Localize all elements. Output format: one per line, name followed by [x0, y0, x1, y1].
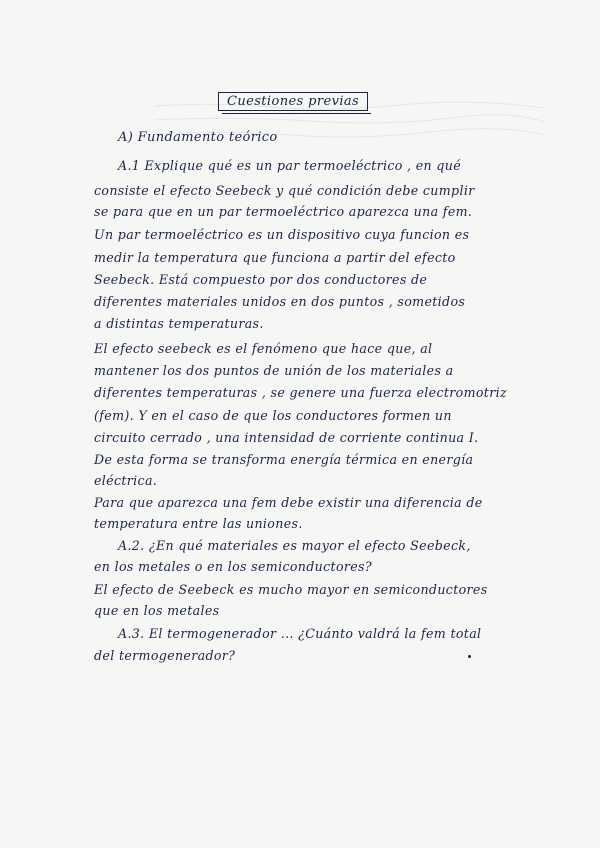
ink-dot — [468, 655, 471, 658]
answer-line: medir la temperatura que funciona a partir del efecto — [94, 250, 456, 265]
answer-line: (fem). Y en el caso de que los conductores formen un — [94, 408, 452, 423]
answer-line: diferentes materiales unidos en dos puntos , sometidos — [94, 294, 466, 309]
question-a3-line: del termogenerador? — [94, 648, 236, 663]
answer-line: El efecto seebeck es el fenómeno que hace que, al — [94, 341, 433, 356]
answer-line: De esta forma se transforma energía térmica en energía — [94, 452, 474, 467]
question-a2-line: en los metales o en los semiconductores? — [94, 559, 372, 574]
answer-line: temperatura entre las uniones. — [94, 516, 303, 531]
answer-line: Un par termoeléctrico es un dispositivo cuya funcion es — [94, 227, 470, 242]
question-a1-line: A.1 Explique qué es un par termoeléctrico , en qué — [118, 158, 462, 173]
question-a2-line: A.2. ¿En qué materiales es mayor el efecto Seebeck, — [118, 538, 471, 553]
answer-line: Para que aparezca una fem debe existir una diferencia de — [94, 495, 483, 510]
answer-line: que en los metales — [94, 603, 220, 618]
answer-line: El efecto de Seebeck es mucho mayor en semiconductores — [94, 582, 488, 597]
section-heading: A) Fundamento teórico — [118, 130, 278, 145]
question-a1-line: se para que en un par termoeléctrico aparezca una fem. — [94, 204, 473, 219]
question-a3-line: A.3. El termogenerador ... ¿Cuánto valdrá la fem total — [118, 626, 482, 641]
page-title: Cuestiones previas — [218, 92, 368, 111]
answer-line: eléctrica. — [94, 473, 158, 488]
answer-line: mantener los dos puntos de unión de los materiales a — [94, 363, 454, 378]
answer-line: Seebeck. Está compuesto por dos conductores de — [94, 272, 428, 287]
answer-line: circuito cerrado , una intensidad de corriente continua I. — [94, 430, 479, 445]
answer-line: diferentes temperaturas , se genere una fuerza electromotriz — [94, 385, 507, 400]
question-a1-line: consiste el efecto Seebeck y qué condición debe cumplir — [94, 183, 475, 198]
answer-line: a distintas temperaturas. — [94, 316, 264, 331]
